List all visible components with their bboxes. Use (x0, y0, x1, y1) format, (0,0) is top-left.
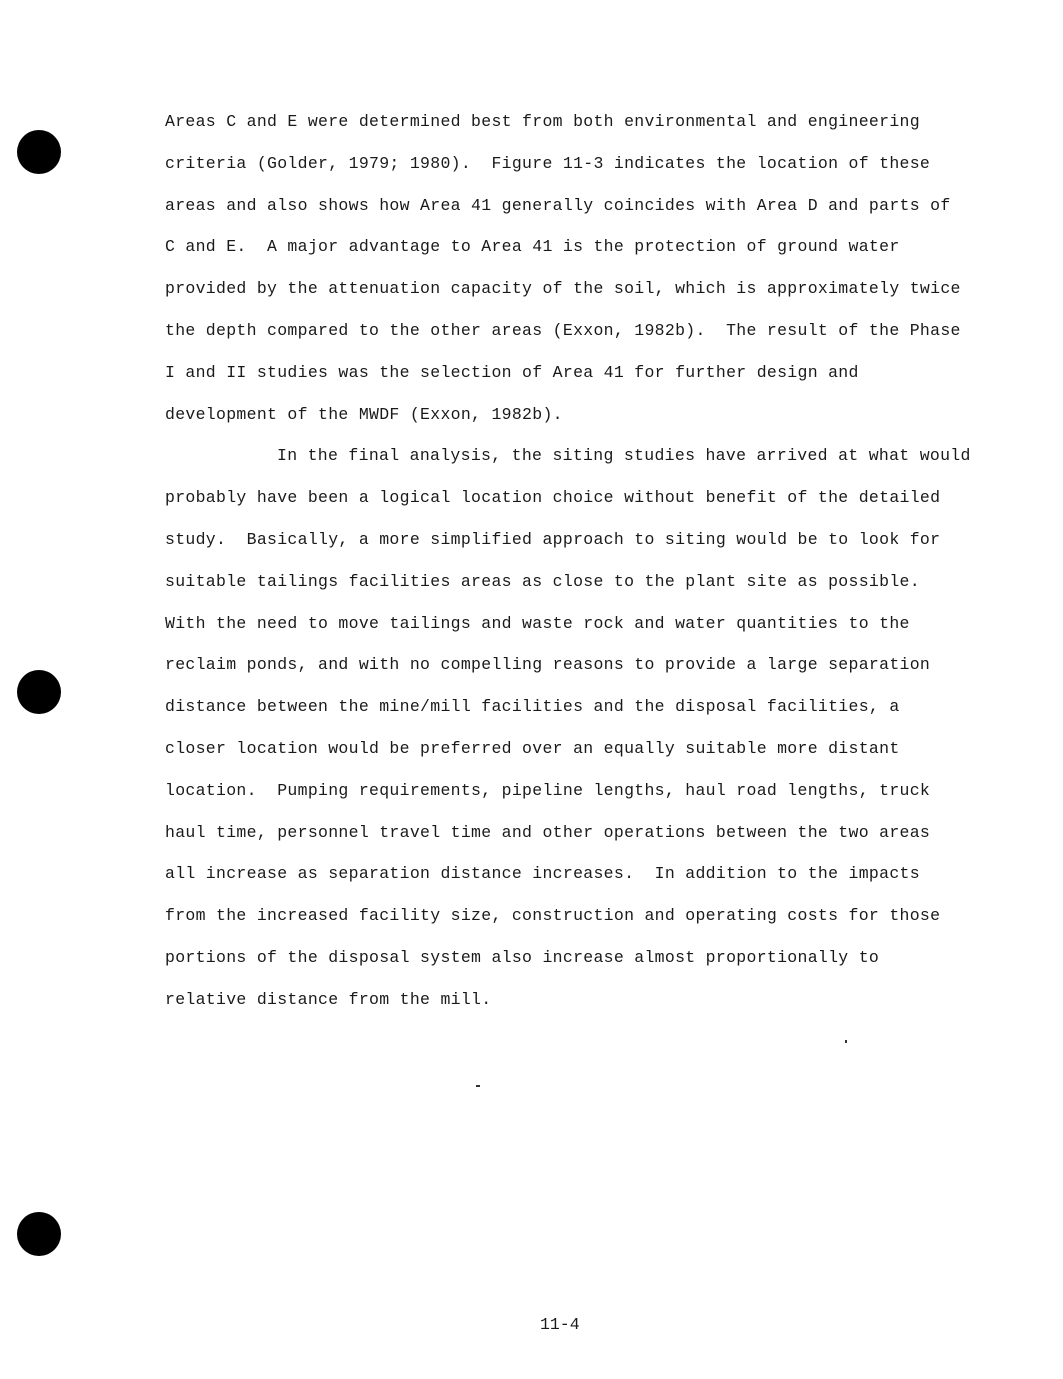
text-line: development of the MWDF (Exxon, 1982b). (165, 404, 563, 424)
binder-hole (17, 130, 61, 174)
text-line: haul time, personnel travel time and other operations between the two areas (165, 822, 931, 842)
text-line: portions of the disposal system also increase almost proportionally to (165, 947, 880, 967)
text-line: In the final analysis, the siting studies have arrived at what would (277, 446, 971, 466)
text-line: areas and also shows how Area 41 generally coincides with Area D and parts of (165, 195, 951, 215)
document-body (165, 112, 1005, 1032)
text-line: C and E. A major advantage to Area 41 is the protection of ground water (165, 237, 900, 257)
binder-hole (17, 670, 61, 714)
text-line: provided by the attenuation capacity of the soil, which is approximately twice (165, 279, 961, 299)
binder-hole (17, 1212, 61, 1256)
text-line: all increase as separation distance increases. In addition to the impacts (165, 864, 920, 884)
text-line: study. Basically, a more simplified approach to siting would be to look for (165, 529, 941, 549)
text-line: relative distance from the mill. (165, 989, 492, 1009)
text-line: Areas C and E were determined best from both environmental and engineering (165, 112, 920, 131)
paragraph-1 (165, 112, 1005, 446)
text-line: the depth compared to the other areas (Exxon, 1982b). The result of the Phase (165, 320, 961, 340)
text-line: reclaim ponds, and with no compelling reasons to provide a large separation (165, 655, 931, 675)
text-line: criteria (Golder, 1979; 1980). Figure 11-3 indicates the location of these (165, 153, 931, 173)
text-line: probably have been a logical location choice without benefit of the detailed (165, 488, 941, 508)
page-number: 11-4 (540, 1315, 580, 1334)
scan-speck (476, 1085, 480, 1087)
scan-speck (845, 1040, 847, 1043)
text-line: from the increased facility size, construction and operating costs for those (165, 906, 941, 926)
text-line: suitable tailings facilities areas as close to the plant site as possible. (165, 571, 920, 591)
text-line: distance between the mine/mill facilities and the disposal facilities, a (165, 697, 900, 717)
paragraph-2 (165, 446, 1005, 1031)
text-line: With the need to move tailings and waste rock and water quantities to the (165, 613, 910, 633)
text-line: closer location would be preferred over an equally suitable more distant (165, 738, 900, 758)
text-line: location. Pumping requirements, pipeline lengths, haul road lengths, truck (165, 780, 931, 800)
text-line: I and II studies was the selection of Area 41 for further design and (165, 362, 859, 382)
